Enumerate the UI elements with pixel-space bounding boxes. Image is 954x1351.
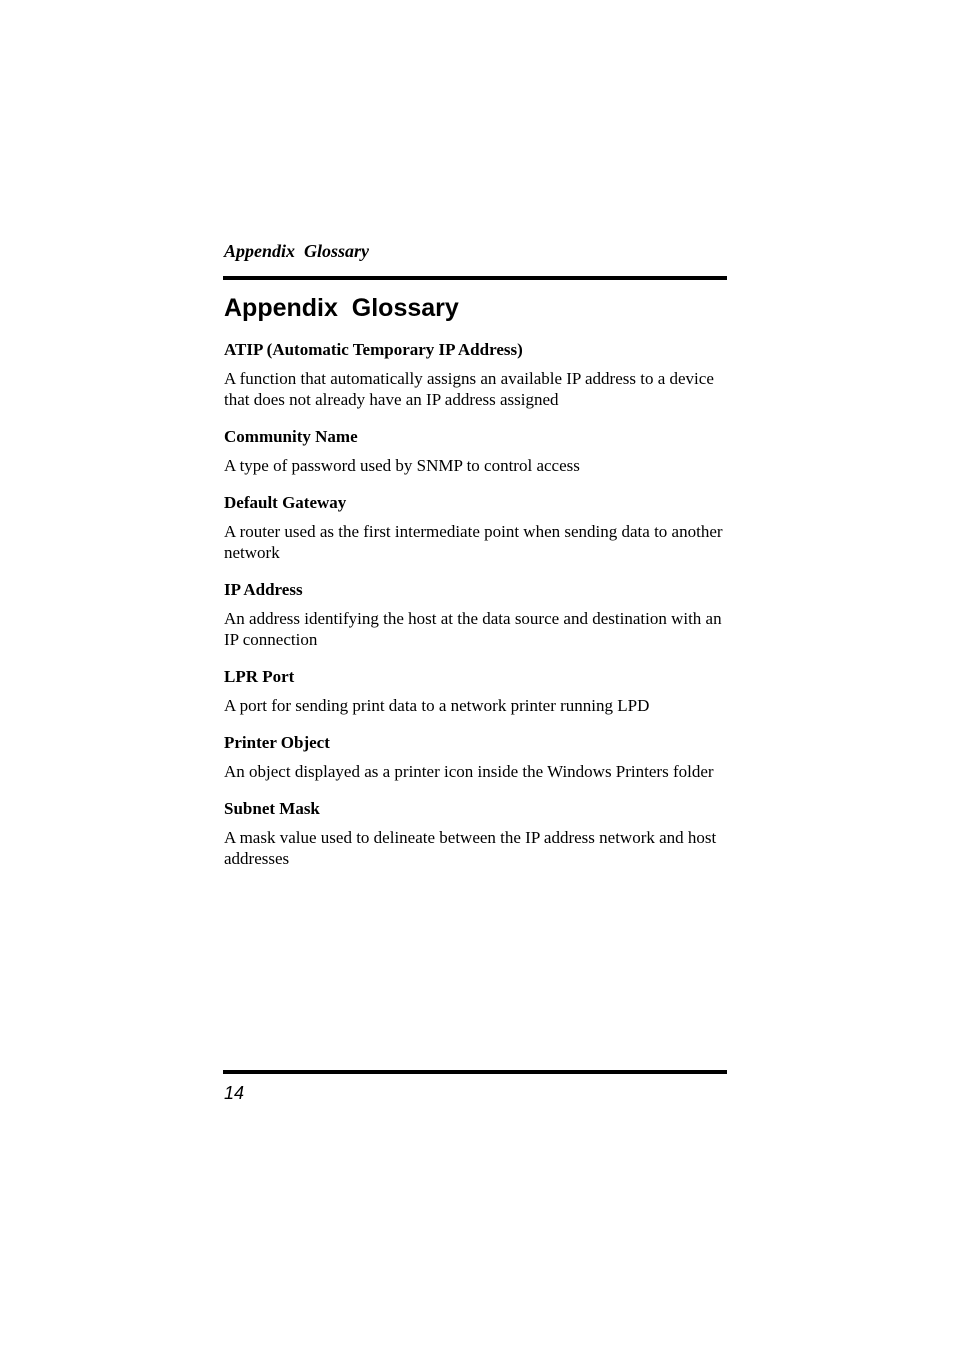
glossary-definition-subnet-mask: A mask value used to delineate between the IP address network and host addresses xyxy=(224,828,717,868)
glossary-definition-community-name: A type of password used by SNMP to control access xyxy=(224,456,580,475)
glossary-definition-lpr-port: A port for sending print data to a network printer running LPD xyxy=(224,696,650,715)
header-rule xyxy=(223,276,727,280)
glossary-definition-printer-object: An object displayed as a printer icon inside the Windows Printers folder xyxy=(224,762,714,781)
glossary-definition-atip: A function that automatically assigns an available IP address to a device that does not already have an IP address assigned xyxy=(224,369,714,409)
glossary-term-default-gateway: Default Gateway xyxy=(224,493,347,512)
glossary-term-printer-object: Printer Object xyxy=(224,733,330,752)
footer-rule xyxy=(223,1070,727,1074)
glossary-term-ip-address: IP Address xyxy=(224,580,303,599)
running-header: Appendix Glossary xyxy=(224,241,370,261)
glossary-definition-ip-address: An address identifying the host at the data source and destination with an IP connection xyxy=(224,609,722,649)
glossary-definition-default-gateway: A router used as the first intermediate point when sending data to another network xyxy=(224,522,723,562)
page-title: Appendix Glossary xyxy=(224,294,459,322)
page-number: 14 xyxy=(224,1083,245,1103)
glossary-term-community-name: Community Name xyxy=(224,427,358,446)
glossary-list xyxy=(224,339,728,885)
glossary-term-lpr-port: LPR Port xyxy=(224,667,295,686)
glossary-term-atip: ATIP (Automatic Temporary IP Address) xyxy=(224,340,523,359)
glossary-term-subnet-mask: Subnet Mask xyxy=(224,799,320,818)
